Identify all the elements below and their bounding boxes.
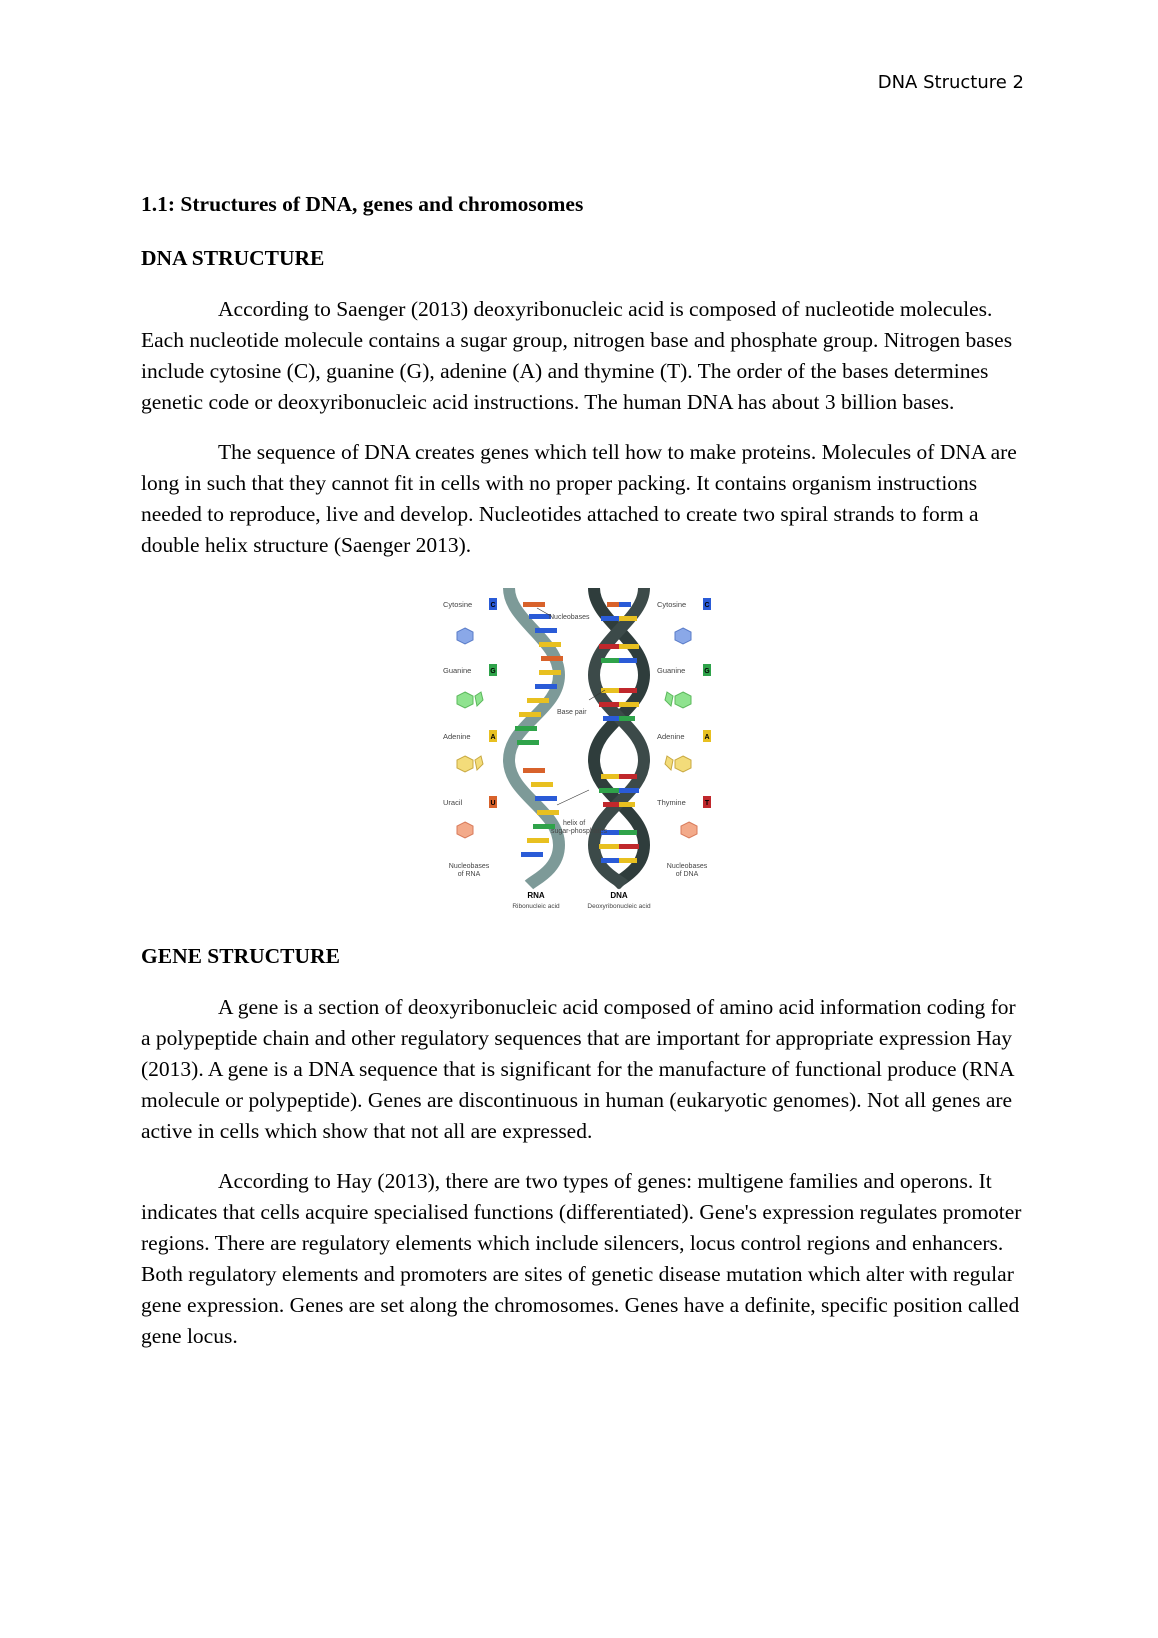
- section-title: 1.1: Structures of DNA, genes and chromosomes: [141, 192, 584, 216]
- dna-title: DNA: [610, 891, 628, 900]
- right-molecule-guanine: [675, 692, 691, 708]
- label-nucleobases: Nucleobases: [549, 614, 590, 621]
- dna-paragraph-2: The sequence of DNA creates genes which tell how to make proteins. Molecules of DNA are long in such that they cannot fit in cells with no proper packing. It contains organism instructions needed to reproduce, live and develop. Nucleotides attached to create two spiral strands to form a double helix structure (Saenger 2013).: [141, 440, 1017, 557]
- right-base-letter-0: C: [704, 602, 710, 609]
- dna-structure-heading: DNA STRUCTURE: [141, 246, 325, 270]
- right-base-name-2: Adenine: [657, 732, 685, 741]
- dna-paragraph-1: According to Saenger (2013) deoxyribonucleic acid is composed of nucleotide molecules. Each nucleotide molecule contains a sugar group, nitrogen base and phosphate group. Nitrogen bases include cytosine (C), guanine (G), adenine (A) and thymine (T). The order of the bases determines genetic code or deoxyribonucleic acid instructions. The human DNA has about 3 billion bases.: [141, 297, 1013, 414]
- dna-rna-figure: [439, 580, 729, 920]
- right-base-letter-1: G: [704, 668, 710, 675]
- right-molecule-cytosine: [675, 628, 691, 644]
- left-base-name-0: Cytosine: [443, 600, 473, 609]
- right-molecule-thymine: [681, 822, 697, 838]
- rna-caption-line1: Nucleobases: [448, 863, 490, 870]
- right-base-name-3: Thymine: [657, 798, 686, 807]
- dna-caption-line2: of DNA: [675, 871, 699, 878]
- left-molecule-guanine: [457, 692, 473, 708]
- left-base-letter-2: A: [490, 734, 496, 741]
- rna-caption-line2: of RNA: [457, 871, 481, 878]
- page-content: [141, 190, 1027, 1371]
- gene-structure-heading: GENE STRUCTURE: [141, 944, 340, 968]
- dna-subtitle: Deoxyribonucleic acid: [587, 903, 651, 910]
- left-molecule-adenine: [457, 756, 473, 772]
- label-base-pair: Base pair: [557, 709, 587, 716]
- rna-title: RNA: [527, 891, 545, 900]
- left-molecule-cytosine: [457, 628, 473, 644]
- running-header: DNA Structure 2: [877, 72, 1024, 93]
- rna-subtitle: Ribonucleic acid: [512, 903, 560, 910]
- left-base-name-1: Guanine: [443, 666, 472, 675]
- right-molecule-adenine: [675, 756, 691, 772]
- label-helix-line1: helix of: [563, 820, 586, 827]
- right-base-letter-2: A: [704, 734, 710, 741]
- left-base-letter-3: U: [490, 800, 496, 807]
- right-base-name-0: Cytosine: [657, 600, 687, 609]
- left-base-letter-0: C: [490, 602, 496, 609]
- left-molecule-uracil: [457, 822, 473, 838]
- left-base-letter-1: G: [490, 668, 496, 675]
- left-base-name-2: Adenine: [443, 732, 471, 741]
- gene-paragraph-1: A gene is a section of deoxyribonucleic acid composed of amino acid information coding for a polypeptide chain and other regulatory sequences that are important for appropriate expression Hay (2013). A gene is a DNA sequence that is significant for the manufacture of functional produce (RNA molecule or polypeptide). Genes are discontinuous in human (eukaryotic genomes). Not all genes are active in cells which show that not all are expressed.: [141, 995, 1016, 1143]
- dna-rna-diagram: [439, 580, 729, 920]
- right-base-letter-3: T: [704, 800, 710, 807]
- gene-paragraph-2: According to Hay (2013), there are two types of genes: multigene families and operons. It indicates that cells acquire specialised functions (differentiated). Gene's expression regulates promoter regions. There are regulatory elements which include silencers, locus control regions and enhancers. Both regulatory elements and promoters are sites of genetic disease mutation which alter with regular gene expression. Genes are set along the chromosomes. Genes have a definite, specific position called gene locus.: [141, 1169, 1022, 1348]
- dna-caption-line1: Nucleobases: [666, 863, 708, 870]
- left-base-name-3: Uracil: [443, 798, 463, 807]
- label-helix-line2: sugar-phosphates: [551, 828, 608, 835]
- right-base-name-1: Guanine: [657, 666, 686, 675]
